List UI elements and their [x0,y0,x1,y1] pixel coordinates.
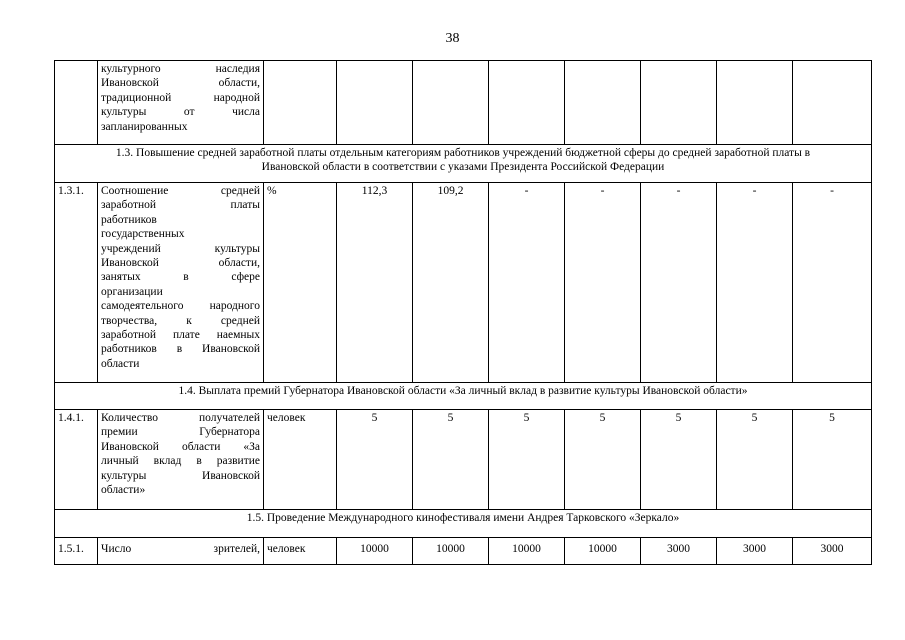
value-cell: 5 [337,410,413,510]
value-cell: 10000 [565,538,641,565]
table-row-1-3-1 [55,183,872,383]
name-line: занятых в сфере [101,271,260,284]
name-line: работников в Ивановской [101,343,260,356]
value-cell [717,61,793,145]
name-line: работников [101,213,157,226]
value-cell: 5 [565,410,641,510]
name-line: творчества, к средней [101,314,260,327]
unit-cell: % [264,183,337,383]
row-number: 1.5.1. [55,538,98,565]
value-cell: 112,3 [337,183,413,383]
value-cell: - [641,183,717,383]
value-cell: - [489,183,565,383]
row-number [55,61,98,145]
section-row-1-3 [55,145,872,183]
name-line: культурного наследия [101,63,260,75]
section-row-1-4 [55,383,872,410]
value-cell [489,61,565,145]
value-cell: 10000 [337,538,413,565]
value-cell: - [793,183,872,383]
name-line: запланированных [101,120,188,133]
value-cell [793,61,872,145]
indicator-name [98,61,264,145]
section-row-1-5 [55,510,872,538]
value-cell [413,61,489,145]
indicators-table [54,60,872,565]
value-cell: 3000 [717,538,793,565]
page-number: 38 [445,31,460,46]
value-cell: 5 [413,410,489,510]
name-line: личный вклад в развитие [101,455,260,468]
name-line: Соотношение средней [101,185,260,197]
indicator-name [98,538,264,565]
value-cell: 5 [641,410,717,510]
name-line: организации [101,285,163,298]
section-title: 1.5. Проведение Международного кинофестиваля имени Андрея Тарковского «Зеркало» [55,510,872,538]
value-cell: 5 [717,410,793,510]
value-cell [641,61,717,145]
value-cell: 5 [793,410,872,510]
row-number: 1.3.1. [55,183,98,383]
unit-cell [264,61,337,145]
value-cell [337,61,413,145]
unit-cell: человек [264,538,337,565]
name-line: учреждений культуры [101,242,260,255]
value-cell: 10000 [489,538,565,565]
table-row-1-5-1 [55,538,872,565]
section-title-line: 1.3. Повышение средней заработной платы отдельным категориям работников учреждений бюджетной сферы до средней заработной платы в [115,147,811,159]
name-line: области [101,357,140,370]
value-cell: 5 [489,410,565,510]
row-number: 1.4.1. [55,410,98,510]
name-line: культуры от числа [101,106,260,119]
section-title: 1.4. Выплата премий Губернатора Ивановской области «За личный вклад в развитие культуры Ивановской области» [55,383,872,410]
name-line: Число зрителей, [101,543,260,555]
indicator-name [98,183,264,383]
name-line: Количество получателей [101,412,260,424]
value-cell: - [565,183,641,383]
value-cell: 3000 [641,538,717,565]
name-line: Ивановской области, [101,77,260,90]
value-cell: - [717,183,793,383]
value-cell: 109,2 [413,183,489,383]
value-cell: 10000 [413,538,489,565]
name-line: самодеятельного народного [101,300,260,313]
name-line: традиционной народной [101,91,260,104]
table-row-continuation [55,61,872,145]
name-line: заработной платы [101,199,260,212]
indicator-name [98,410,264,510]
name-line: культуры Ивановской [101,469,260,482]
value-cell [565,61,641,145]
name-line: Ивановской области, [101,257,260,270]
name-line: государственных [101,228,185,241]
name-line: премии Губернатора [101,426,260,439]
section-title-line: Ивановской области в соответствии с указами Президента Российской Федерации [261,161,665,174]
value-cell: 3000 [793,538,872,565]
name-line: Ивановской области «За [101,440,260,453]
section-title [55,145,872,183]
table-row-1-4-1 [55,410,872,510]
unit-cell: человек [264,410,337,510]
name-line: области» [101,484,146,497]
name-line: заработной плате наемных [101,329,260,342]
